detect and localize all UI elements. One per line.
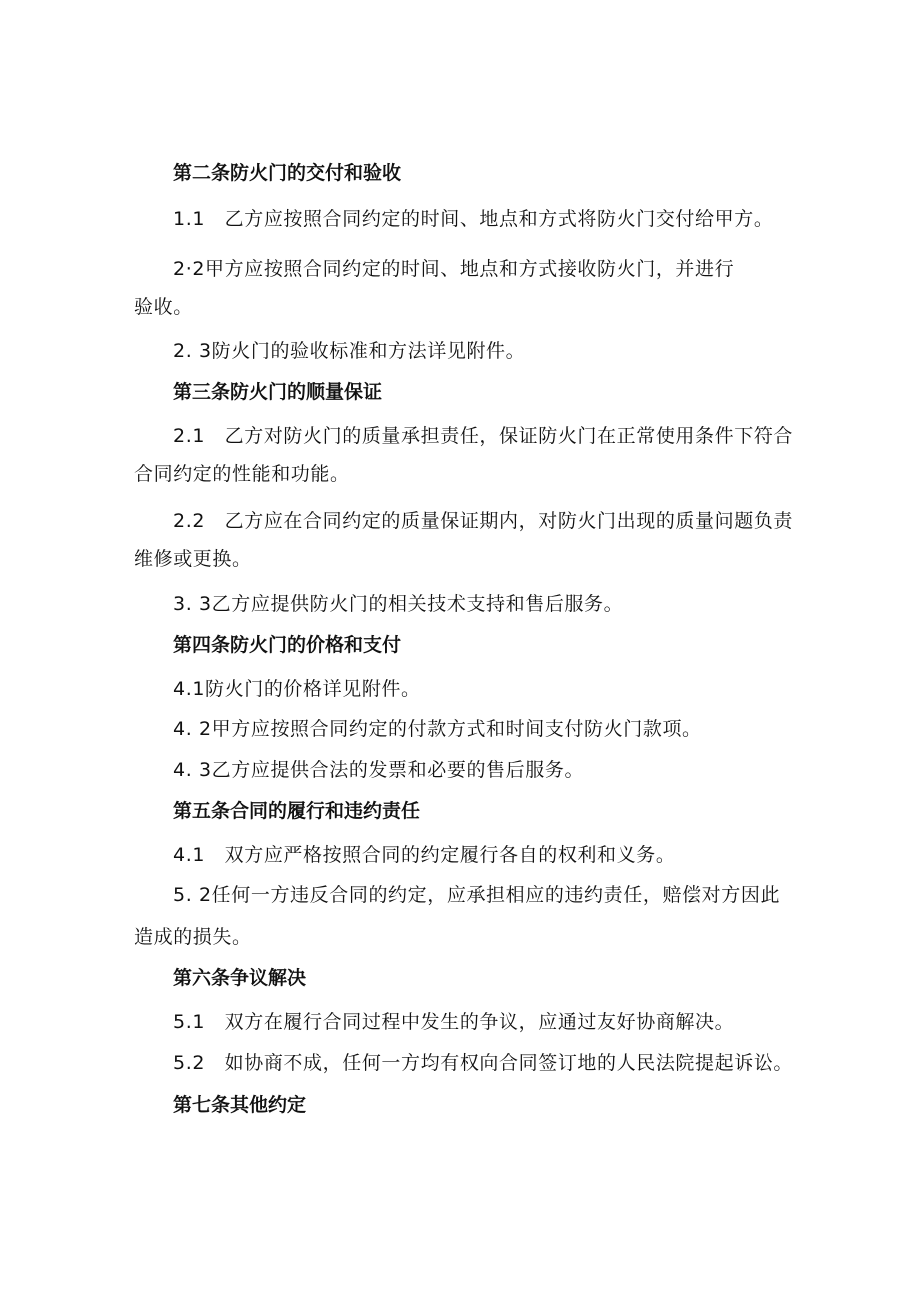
section-heading-5: 第五条合同的履行和违约责任 xyxy=(173,800,421,822)
clause-2-1-line1: 2.1 乙方对防火门的质量承担责任，保证防火门在正常使用条件下符合 xyxy=(173,425,794,447)
section-heading-2: 第二条防火门的交付和验收 xyxy=(173,162,402,184)
clause-5-2-line2: 造成的损失。 xyxy=(134,926,252,948)
section-heading-6: 第六条争议解决 xyxy=(173,967,307,989)
clause-4-1b: 4.1 双方应严格按照合同的约定履行各自的权利和义务。 xyxy=(173,844,676,866)
clause-2-1-line2: 合同约定的性能和功能。 xyxy=(134,463,350,485)
clause-2-2b-line1: 2.2 乙方应在合同约定的质量保证期内，对防火门出现的质量问题负责 xyxy=(173,510,794,532)
clause-3-3: 3. 3乙方应提供防火门的相关技术支持和售后服务。 xyxy=(173,593,624,615)
clause-1-1: 1.1 乙方应按照合同约定的时间、地点和方式将防火门交付给甲方。 xyxy=(173,208,774,230)
clause-2-2-line1: 2·2甲方应按照合同约定的时间、地点和方式接收防火门，并进行 xyxy=(173,258,735,280)
section-heading-7: 第七条其他约定 xyxy=(173,1094,307,1116)
clause-5-1: 5.1 双方在履行合同过程中发生的争议，应通过友好协商解决。 xyxy=(173,1011,735,1033)
section-heading-4: 第四条防火门的价格和支付 xyxy=(173,634,402,656)
clause-2-2-line2: 验收。 xyxy=(134,296,193,318)
clause-2-2b-line2: 维修或更换。 xyxy=(134,548,252,570)
clause-4-1: 4.1防火门的价格详见附件。 xyxy=(173,678,421,700)
section-heading-3: 第三条防火门的顺量保证 xyxy=(173,381,383,403)
clause-2-3: 2. 3防火门的验收标准和方法详见附件。 xyxy=(173,340,526,362)
clause-5-2-line1: 5. 2任何一方违反合同的约定，应承担相应的违约责任，赔偿对方因此 xyxy=(173,884,781,906)
clause-4-2: 4. 2甲方应按照合同约定的付款方式和时间支付防火门款项。 xyxy=(173,718,702,740)
clause-5-2: 5.2 如协商不成，任何一方均有权向合同签订地的人民法院提起诉讼。 xyxy=(173,1052,794,1074)
clause-4-3: 4. 3乙方应提供合法的发票和必要的售后服务。 xyxy=(173,759,585,781)
